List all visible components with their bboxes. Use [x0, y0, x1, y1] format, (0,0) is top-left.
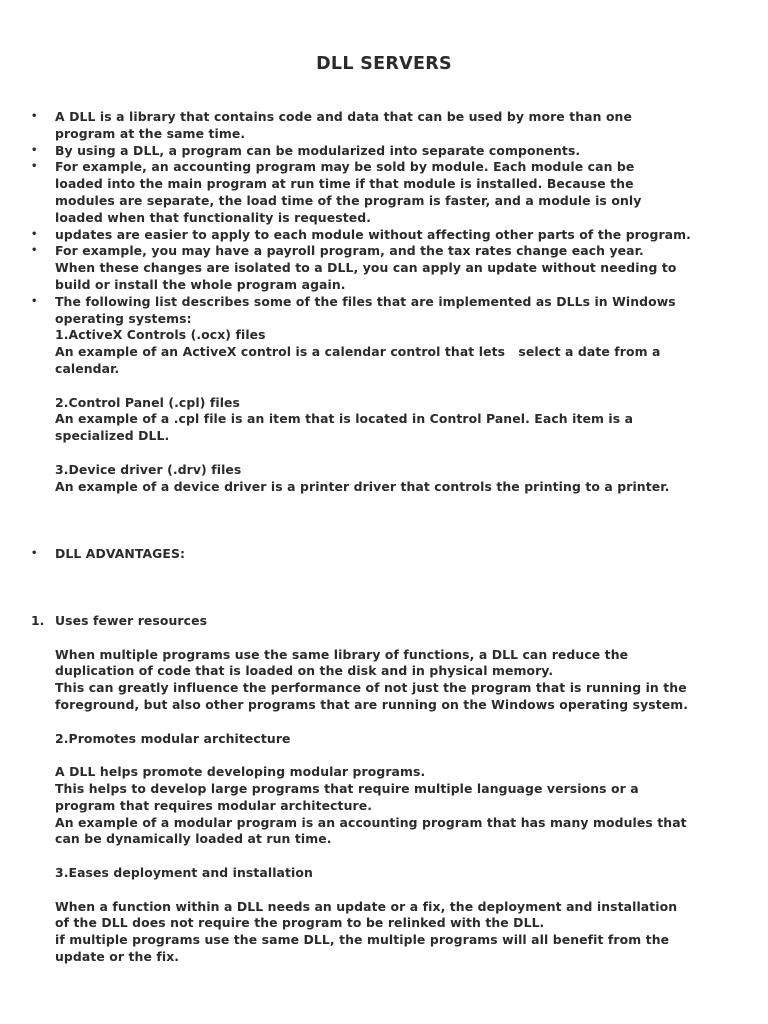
text-line: program that requires modular architecture. [55, 797, 373, 813]
document-title: DLL SERVERS [316, 54, 452, 74]
text-line: build or install the whole program again. [55, 277, 346, 292]
text-line: When these changes are isolated to a DLL, you can apply an update without needing to [55, 260, 677, 276]
text-line: When multiple programs use the same library of functions, a DLL can reduce the [55, 646, 629, 662]
text-line: update or the fix. [55, 949, 180, 964]
bullet-marker: • [31, 144, 38, 156]
text-line: loaded into the main program at run time if that module is installed. Because the [55, 176, 634, 192]
text-line: An example of a modular program is an accounting program that has many modules that [55, 814, 687, 830]
text-line: can be dynamically loaded at run time. [55, 831, 332, 847]
bullet-marker: • [31, 161, 38, 173]
text-line: For example, you may have a payroll program, and the tax rates change each year. [55, 243, 644, 259]
text-line: foreground, but also other programs that are running on the Windows operating system. [55, 697, 689, 712]
text-line: 1.ActiveX Controls (.ocx) files [55, 327, 266, 343]
text-line: DLL ADVANTAGES: [55, 545, 186, 561]
text-line: calendar. [55, 361, 120, 376]
text-line: 2.Promotes modular architecture [55, 730, 291, 746]
text-line: A DLL helps promote developing modular programs. [55, 764, 426, 780]
bullet-marker: • [31, 111, 38, 122]
text-line: A DLL is a library that contains code and data that can be used by more than one [55, 109, 632, 124]
list-number: 1. [31, 613, 45, 628]
text-line: loaded when that functionality is requested. [55, 209, 371, 225]
text-line: An example of a device driver is a printer driver that controls the printing to a printer. [55, 478, 670, 494]
text-line: By using a DLL, a program can be modularized into separate components. [55, 142, 581, 158]
text-line: For example, an accounting program may be sold by module. Each module can be [55, 159, 635, 175]
text-line: operating systems: [55, 310, 192, 326]
bullet-marker: • [31, 295, 38, 307]
bullet-marker: • [31, 547, 38, 559]
text-line: modules are separate, the load time of the program is faster, and a module is only [55, 193, 642, 208]
text-line: The following list describes some of the files that are implemented as DLLs in Windows [55, 293, 676, 309]
text-line: An example of an ActiveX control is a calendar control that lets select a date from a [55, 344, 661, 360]
bullet-marker: • [31, 228, 38, 240]
text-line: 2.Control Panel (.cpl) files [55, 394, 241, 410]
text-line: duplication of code that is loaded on the disk and in physical memory. [55, 663, 554, 679]
text-line: This can greatly influence the performance of not just the program that is running in the [55, 680, 687, 696]
text-line: 3.Device driver (.drv) files [55, 461, 242, 477]
text-line: When a function within a DLL needs an update or a fix, the deployment and installation [55, 898, 678, 914]
text-line: 3.Eases deployment and installation [55, 865, 313, 880]
text-line: updates are easier to apply to each module without affecting other parts of the program. [55, 226, 691, 242]
text-line: specialized DLL. [55, 428, 170, 444]
text-line: if multiple programs use the same DLL, the multiple programs will all benefit from the [55, 932, 670, 948]
text-line: An example of a .cpl file is an item that is located in Control Panel. Each item is a [55, 411, 634, 427]
bullet-marker: • [31, 245, 38, 257]
text-line: This helps to develop large programs that require multiple language versions or a [55, 781, 639, 796]
text-line: Uses fewer resources [55, 613, 208, 628]
text-line: program at the same time. [55, 125, 246, 141]
text-line: of the DLL does not require the program to be relinked with the DLL. [55, 915, 545, 931]
